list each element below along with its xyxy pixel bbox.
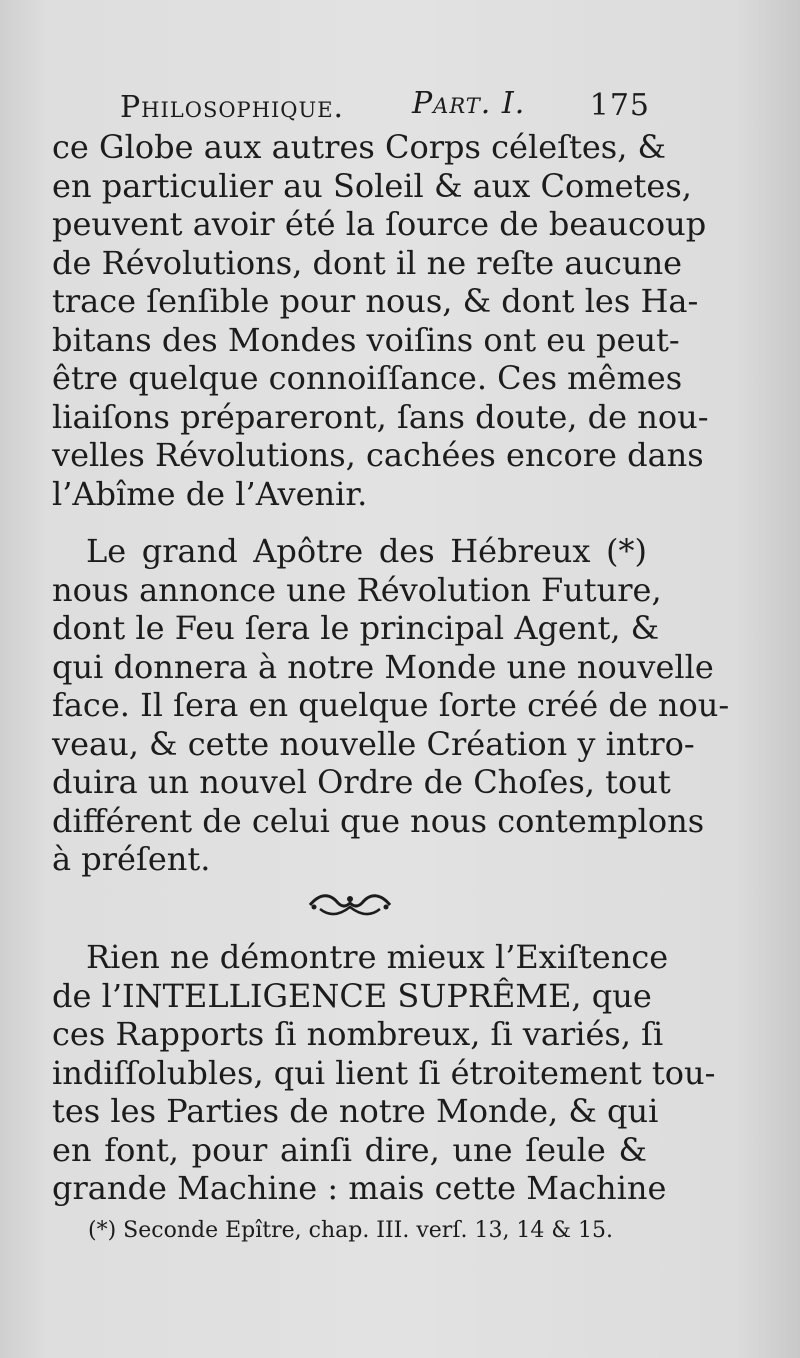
header-part: Part. I.	[412, 86, 526, 121]
text-line: dont le Feu ſera le principal Agent, &	[52, 609, 660, 647]
text-line: grande Machine : mais cette Machine	[52, 1169, 667, 1207]
text-line: ce Globe aux autres Corps céleſtes, &	[52, 128, 667, 166]
text-line: à préſent.	[52, 840, 211, 878]
paragraph-3	[52, 938, 716, 1208]
text-line: être quelque connoiſſance. Ces mêmes	[52, 359, 683, 397]
text-line: Rien ne démontre mieux l’Exiſtence	[86, 938, 669, 976]
text-line: qui donnera à notre Monde une nouvelle	[52, 647, 714, 686]
text-line: en particulier au Soleil & aux Cometes,	[52, 166, 692, 205]
text-line: en font, pour ainſi dire, une ſeule &	[52, 1130, 647, 1169]
paragraph-2	[52, 532, 730, 879]
text-line: l’Abîme de l’Avenir.	[52, 474, 368, 513]
text-line: de Révolutions, dont il ne reſte aucune	[52, 243, 683, 282]
text-line: différent de celui que nous contemplons	[52, 801, 705, 840]
text-line: ces Rapports ſi nombreux, ſi variés, ſi	[52, 1015, 664, 1053]
text-line: face. Il ſera en quelque ſorte créé de nou-	[52, 686, 730, 724]
page-number: 175	[589, 88, 650, 123]
text-line: trace ſenſible pour nous, & dont les Ha-	[52, 282, 699, 320]
text-line: indiſſolubles, qui lient ſi étroitement tou-	[52, 1053, 716, 1092]
text-line: peuvent avoir été la ſource de beaucoup	[52, 205, 707, 243]
header-title: Philosophique.	[120, 90, 345, 125]
text-line: nous annonce une Révolution Future,	[52, 570, 662, 609]
text-line: veau, & cette nouvelle Création y intro-	[52, 724, 695, 763]
text-line: tes les Parties de notre Monde, & qui	[52, 1092, 659, 1130]
footnote: (*) Seconde Epître, chap. III. verſ. 13, 14 & 15.	[88, 1218, 613, 1243]
text-line: bitans des Mondes voiſins ont eu peut-	[52, 320, 680, 359]
fleuron-ornament-icon	[300, 885, 400, 925]
running-header	[120, 82, 660, 132]
text-line: velles Révolutions, cachées encore dans	[52, 436, 704, 474]
text-line: Le grand Apôtre des Hébreux (*)	[86, 532, 647, 570]
text-line: de l’INTELLIGENCE SUPRÊME, que	[52, 976, 652, 1015]
text-line: duira un nouvel Ordre de Choſes, tout	[52, 763, 671, 801]
text-line: liaiſons prépareront, ſans doute, de nou-	[52, 397, 709, 436]
paragraph-1	[52, 128, 709, 513]
